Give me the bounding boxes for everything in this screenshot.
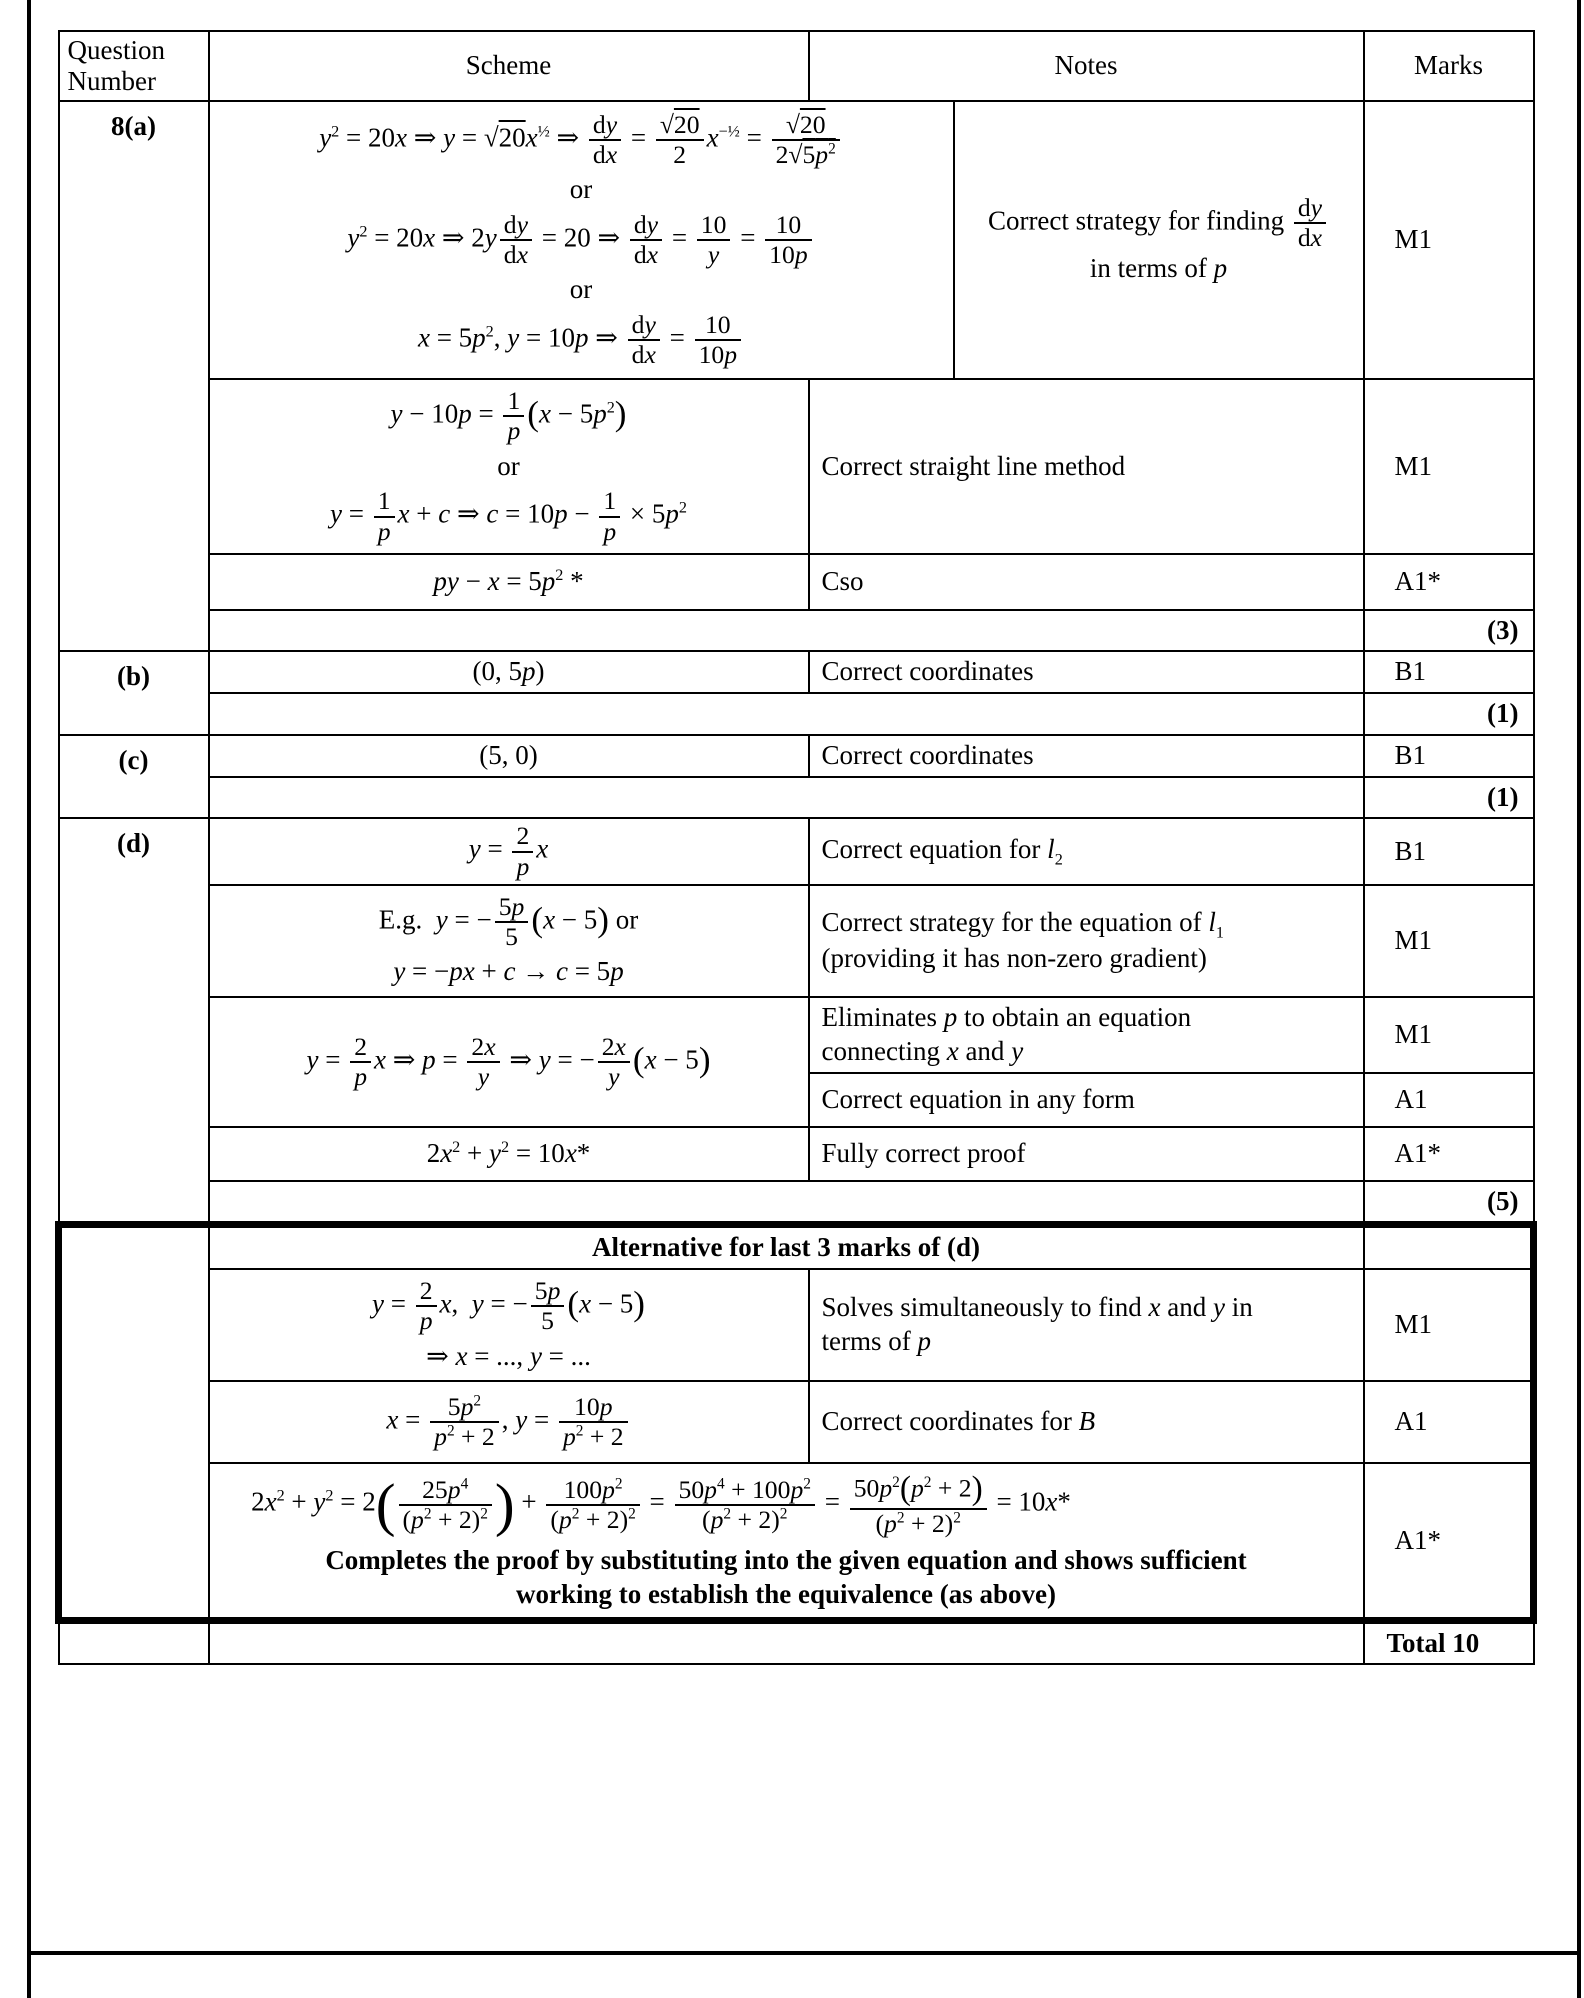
question-cell-empty xyxy=(59,1225,209,1620)
row-8a-result xyxy=(59,554,1534,610)
notes-cell-d-any-form: Correct equation in any form xyxy=(809,1073,1364,1127)
or-separator: or xyxy=(569,274,593,305)
formula-8a-derivative-2: $y^2 = 20x$ ⇒ 2y $\frac{dy}{dx}$ = 20 ⇒ $\frac{dy}{dx}$ = $\frac{10}{y}$ = $\frac{10}{10p}$ xyxy=(214,211,949,269)
row-8a-subtotal xyxy=(59,610,1534,652)
alternative-title: Alternative for last 3 marks of (d) xyxy=(209,1225,1364,1269)
mark-alt-simultaneous: M1 xyxy=(1364,1269,1534,1381)
subtotal-c: (1) xyxy=(1364,777,1534,819)
scheme-cell-alt-coordinates: x = $\frac{5p^2}{p^2 + 2}$ , y = $\frac{10p}{p^2 + 2}$ xyxy=(209,1381,809,1463)
mark-8a-result: A1* xyxy=(1364,554,1534,610)
formula-8a-derivative-3: $x = 5p^2$, y = 10p ⇒ $\frac{dy}{dx}$ = $\frac{10}{10p}$ xyxy=(214,311,949,369)
col-header-marks: Marks xyxy=(1364,31,1534,101)
total-body xyxy=(59,1620,1534,1664)
col-header-question-number: Question Number xyxy=(59,31,209,101)
notes-cell-d-l2: Correct equation for $l_2$ xyxy=(809,818,1364,884)
formula-alt-sim-line1: y = $\frac{2}{p}$ x, y = − $\frac{5p}{5}$ (x − 5) xyxy=(372,1276,645,1336)
page-border-right xyxy=(1577,0,1581,1998)
scheme-cell-8a-result xyxy=(209,554,809,610)
subtotal-spacer xyxy=(209,610,1364,652)
mark-d-proof: A1* xyxy=(1364,1127,1534,1181)
col-header-scheme: Scheme xyxy=(209,31,809,101)
scheme-cell-8a-strategy xyxy=(209,101,954,379)
row-b xyxy=(59,651,1534,693)
or-separator: or xyxy=(569,174,593,205)
notes-cell-alt-coordinates: Correct coordinates for B xyxy=(809,1381,1364,1463)
row-total xyxy=(59,1620,1534,1664)
notes-cell-d-l1: Correct strategy for the equation of $l_1$ (providing it has non-zero gradient) xyxy=(809,885,1364,997)
scheme-cell-d-eliminate xyxy=(209,997,809,1127)
mark-8a-line-method: M1 xyxy=(1364,379,1534,554)
alternative-box xyxy=(59,1225,1534,1620)
row-b-subtotal xyxy=(59,693,1534,735)
mark-d-any-form: A1 xyxy=(1364,1073,1534,1127)
row-d-l2-equation xyxy=(59,818,1534,884)
main-body xyxy=(59,31,1534,1225)
total-spacer-question xyxy=(59,1620,209,1664)
row-alt-coordinates xyxy=(59,1381,1534,1463)
page-border-left xyxy=(27,0,31,1998)
subtotal-spacer xyxy=(209,693,1364,735)
col-header-notes: Notes xyxy=(809,31,1364,101)
mark-c: B1 xyxy=(1364,735,1534,777)
scheme-cell-alt-simultaneous xyxy=(209,1269,809,1381)
notes-cell-b: Correct coordinates xyxy=(809,651,1364,693)
formula-8a-derivative-1: $y^2 = 20x$ ⇒ $y = √20x^{\frac{1}{2}}$ ⇒ $\frac{dy}{dx}$ = $\frac{√20}{2}$ $x^{-\frac{1}{2}}$ = $\frac{√20}{2√5p^2}$ xyxy=(214,111,949,169)
subtotal-spacer xyxy=(209,1181,1364,1225)
formula-alt-sim-line2: ⇒ x = ..., y = ... xyxy=(426,1340,591,1371)
mark-d-eliminate: M1 xyxy=(1364,997,1534,1073)
row-alternative-title xyxy=(59,1225,1534,1269)
row-8a-strategy xyxy=(59,101,1534,379)
scheme-cell-d-proof: $2x^2 + y^2 = 10x*$ xyxy=(209,1127,809,1181)
scheme-cell-d-l1 xyxy=(209,885,809,997)
mark-scheme-table xyxy=(55,30,1537,1665)
scheme-cell-b: (0, 5p) xyxy=(209,651,809,693)
subtotal-d: (5) xyxy=(1364,1181,1534,1225)
notes-cell-d-proof: Fully correct proof xyxy=(809,1127,1364,1181)
question-label-d: (d) xyxy=(59,818,209,1224)
notes-cell-c: Correct coordinates xyxy=(809,735,1364,777)
row-d-subtotal xyxy=(59,1181,1534,1225)
header-row xyxy=(59,31,1534,101)
notes-cell-8a-result: Cso xyxy=(809,554,1364,610)
question-label-c: (c) xyxy=(59,735,209,819)
total-spacer-main xyxy=(209,1620,1364,1664)
row-c-subtotal xyxy=(59,777,1534,819)
page-border-bottom xyxy=(27,1951,1581,1955)
scheme-cell-d-l2: y = $\frac{2}{p}$ x xyxy=(209,818,809,884)
subtotal-b: (1) xyxy=(1364,693,1534,735)
scheme-cell-alt-proof xyxy=(209,1463,1364,1620)
question-label-b: (b) xyxy=(59,651,209,735)
notes-cell-8a-strategy: Correct strategy for finding $\frac{dy}{dx}$ in terms of p xyxy=(954,101,1364,379)
question-label-8a: 8(a) xyxy=(59,101,209,651)
formula-8a-line-1: y − 10p = $\frac{1}{p}$ $(x - 5p^2)$ xyxy=(390,386,627,446)
row-d-l1-strategy xyxy=(59,885,1534,997)
mark-cell-empty xyxy=(1364,1225,1534,1269)
row-d-eliminate xyxy=(59,997,1534,1073)
or-separator: or xyxy=(497,450,520,481)
formula-d-eliminate: y = $\frac{2}{p}$ x ⇒ p = $\frac{2x}{y}$ ⇒ y = − $\frac{2x}{y}$ (x − 5) xyxy=(306,1031,711,1091)
notes-cell-8a-line-method: Correct straight line method xyxy=(809,379,1364,554)
formula-8a-line-2: y = $\frac{1}{p}$ x + c ⇒ c = 10p − $\frac{1}{p}$ × $5p^2$ xyxy=(330,486,687,546)
formula-d-l1-line2: y = −px + c → c = 5p xyxy=(393,956,624,987)
row-alt-simultaneous xyxy=(59,1269,1534,1381)
mark-8a-strategy: M1 xyxy=(1364,101,1534,379)
total-marks: Total 10 xyxy=(1364,1620,1534,1664)
formula-8a-result: py − $x = 5p^2$ * xyxy=(433,565,584,596)
mark-alt-proof: A1* xyxy=(1364,1463,1534,1620)
subtotal-8a: (3) xyxy=(1364,610,1534,652)
scheme-cell-c: (5, 0) xyxy=(209,735,809,777)
scheme-cell-8a-line-method xyxy=(209,379,809,554)
alt-proof-caption: Completes the proof by substituting into the given equation and shows sufficient working to establish the equivalence (as above) xyxy=(325,1545,1247,1609)
row-8a-line-method xyxy=(59,379,1534,554)
notes-cell-alt-simultaneous: Solves simultaneously to find x and y in terms of p xyxy=(809,1269,1364,1381)
mark-b: B1 xyxy=(1364,651,1534,693)
subtotal-spacer xyxy=(209,777,1364,819)
formula-d-l1-line1: E.g. y = − $\frac{5p}{5}$ (x − 5) or xyxy=(378,891,639,952)
formula-alt-proof: $2x^2 + y^2 = 2$( $\frac{25p^4}{(p^2 + 2)^2}$ ) + $\frac{100p^2}{(p^2 + 2)^2}$ = $\frac{50p^4 + 100p^2}{(p^2 + 2)^2}$ = $\frac{50p^2(p^2 + 2)}{(p^2 + 2)^2}$ = 10x* xyxy=(251,1470,1071,1538)
row-c xyxy=(59,735,1534,777)
row-d-proof xyxy=(59,1127,1534,1181)
mark-d-l1: M1 xyxy=(1364,885,1534,997)
mark-d-l2: B1 xyxy=(1364,818,1534,884)
mark-alt-coordinates: A1 xyxy=(1364,1381,1534,1463)
notes-cell-d-eliminate: Eliminates p to obtain an equation connecting x and y xyxy=(809,997,1364,1073)
row-alt-proof xyxy=(59,1463,1534,1620)
